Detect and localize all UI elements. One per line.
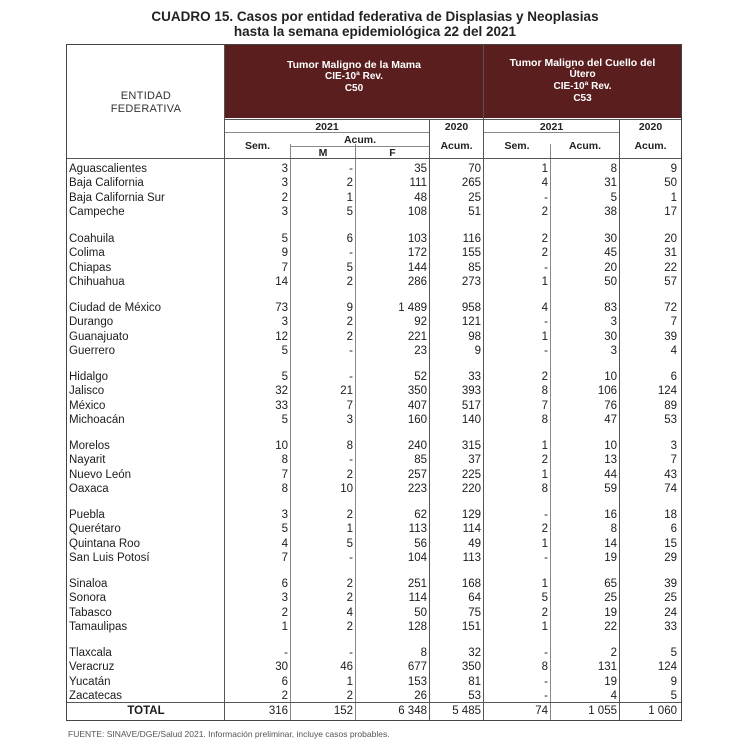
table-cell: 3 (281, 177, 288, 190)
table-cell: - (544, 344, 548, 357)
table-cell: 73 (275, 302, 288, 314)
table-cell: 8 (346, 440, 353, 452)
table-cell: 5 (281, 233, 288, 245)
table-cell: 3 (281, 316, 288, 329)
acum-header: Acum. (343, 134, 377, 146)
table-cell: 50 (664, 177, 677, 190)
table-cell: 517 (461, 399, 481, 412)
table-cell: 4 (670, 344, 677, 357)
entidad-name: Tamaulipas (69, 620, 128, 633)
table-cell: 7 (346, 399, 353, 412)
table-cell: 48 (414, 191, 427, 204)
table-cell: 10 (604, 371, 617, 383)
entidad-name: Sinaloa (69, 578, 108, 590)
table-cell: 1 (281, 620, 288, 633)
divider-csem-cacum (550, 144, 551, 720)
table-cell: 2 (346, 177, 353, 190)
total-cell: 152 (333, 705, 353, 717)
table-cell: 21 (340, 385, 353, 398)
table-cell: 4 (346, 606, 353, 619)
entidad-name: Coahuila (69, 233, 115, 245)
table-cell: 2 (541, 454, 548, 467)
table-cell: - (544, 675, 548, 688)
table-cell: 8 (541, 413, 548, 426)
total-label: TOTAL (127, 705, 165, 717)
total-cell: 316 (268, 705, 288, 717)
entidad-name: Tabasco (69, 606, 112, 619)
table-cell: 7 (281, 468, 288, 481)
table-cell: 49 (468, 537, 481, 550)
entidad-name: Ciudad de México (69, 302, 162, 314)
table-cell: 4 (610, 689, 617, 702)
table-cell: 19 (604, 675, 617, 688)
table-cell: 53 (468, 689, 481, 702)
table-cell: 19 (604, 551, 617, 564)
table-cell: 24 (664, 606, 677, 619)
entidad-name: Sonora (69, 592, 107, 605)
sem-header: Sem. (244, 140, 271, 152)
table-cell: 223 (407, 482, 427, 495)
table-cell: 1 (541, 620, 548, 633)
table-cell: 1 (541, 468, 548, 481)
table-cell: 1 (346, 191, 353, 204)
table-cell: 114 (408, 592, 427, 605)
total-cell: 1 055 (588, 705, 617, 717)
table-cell: 22 (664, 261, 677, 274)
acum-2020-header: Acum. (440, 140, 473, 152)
table-cell: 240 (407, 440, 427, 452)
table-cell: 108 (407, 205, 427, 218)
table-cell: 5 (346, 537, 353, 550)
table-cell: 9 (281, 247, 288, 260)
source-footer: FUENTE: SINAVE/DGE/Salud 2021. Información preliminar, incluye casos probables. (68, 729, 390, 739)
table-cell: 13 (604, 454, 617, 467)
table-cell: 2 (346, 592, 353, 605)
table-cell: 1 (541, 440, 548, 452)
table-cell: 220 (461, 482, 481, 495)
mama-2021-header: 2021 (315, 121, 339, 133)
table-cell: 7 (670, 454, 677, 467)
entidad-name: Chihuahua (69, 275, 125, 288)
table-cell: 121 (461, 316, 481, 329)
table-cell: 4 (541, 302, 548, 314)
table-cell: 30 (604, 330, 617, 343)
entidad-name: Yucatán (69, 675, 111, 688)
header-cuello-title: Tumor Maligno del Cuello del (509, 57, 656, 69)
table-cell: - (544, 261, 548, 274)
table-cell: 2 (281, 191, 288, 204)
entidad-name: Baja California (69, 177, 144, 190)
m-header: M (318, 147, 328, 159)
table-title (0, 9, 750, 39)
table-cell: - (349, 454, 353, 467)
table-cell: 65 (604, 578, 617, 590)
table-cell: 74 (664, 482, 677, 495)
table-cell: 9 (346, 302, 353, 314)
table-cell: 1 489 (398, 302, 427, 314)
table-cell: 33 (468, 371, 481, 383)
title-line-1: CUADRO 15. Casos por entidad federativa de Displasias y Neoplasias (151, 9, 599, 24)
table-cell: 958 (461, 302, 481, 314)
table-cell: 85 (468, 261, 481, 274)
entidad-header-line-2: FEDERATIVA (110, 103, 182, 115)
table-cell: 2 (541, 205, 548, 218)
table-cell: 1 (346, 675, 353, 688)
table-cell: - (349, 344, 353, 357)
divider-sem-m (290, 144, 291, 720)
table-cell: 9 (670, 163, 677, 175)
table-cell: 6 (281, 675, 288, 688)
table-cell: 128 (407, 620, 427, 633)
table-cell: 7 (541, 399, 548, 412)
table-cell: 225 (461, 468, 481, 481)
table-cell: 131 (597, 661, 617, 674)
header-cuello-title-2: Útero (569, 69, 596, 80)
table-cell: 1 (541, 275, 548, 288)
table-cell: 155 (461, 247, 481, 260)
table-cell: - (544, 689, 548, 702)
table-cell: 50 (414, 606, 427, 619)
table-cell: 64 (468, 592, 481, 605)
table-cell: 5 (610, 191, 617, 204)
table-cell: 59 (604, 482, 617, 495)
table-cell: 114 (462, 523, 481, 536)
total-cell: 1 060 (648, 705, 677, 717)
table-cell: 315 (461, 440, 481, 452)
entidad-name: Michoacán (69, 413, 125, 426)
table-cell: 8 (281, 454, 288, 467)
entidad-name: Nayarit (69, 454, 106, 467)
table-cell: 2 (541, 371, 548, 383)
table-cell: 12 (275, 330, 288, 343)
cuello-sem-header: Sem. (504, 140, 530, 152)
table-cell: 104 (407, 551, 427, 564)
table-cell: 39 (664, 330, 677, 343)
table-cell: 1 (541, 330, 548, 343)
table-cell: 116 (462, 233, 481, 245)
table-cell: 70 (468, 163, 481, 175)
table-cell: 9 (670, 675, 677, 688)
table-cell: 45 (604, 247, 617, 260)
table-cell: 1 (670, 191, 677, 204)
table-cell: 257 (407, 468, 427, 481)
table-cell: 129 (461, 509, 481, 521)
table-cell: 76 (604, 399, 617, 412)
table-cell: 98 (468, 330, 481, 343)
table-cell: - (544, 647, 548, 659)
table-cell: 2 (346, 578, 353, 590)
table-cell: - (349, 647, 353, 659)
table-cell: 1 (346, 523, 353, 536)
table-cell: 25 (468, 191, 481, 204)
table-cell: - (544, 316, 548, 329)
table-cell: 2 (541, 233, 548, 245)
cuello-2020-header: 2020 (638, 121, 663, 133)
table-cell: 29 (664, 551, 677, 564)
table-cell: 47 (604, 413, 617, 426)
table-cell: 23 (414, 344, 427, 357)
table-cell: 393 (461, 385, 481, 398)
table-cell: 72 (664, 302, 677, 314)
table-cell: 286 (407, 275, 427, 288)
table-cell: 51 (468, 205, 481, 218)
table-cell: 92 (414, 316, 427, 329)
entidad-name: Hidalgo (69, 371, 108, 383)
table-cell: 31 (604, 177, 617, 190)
table-cell: 5 (281, 371, 288, 383)
table-cell: 7 (670, 316, 677, 329)
entidad-name: Tlaxcala (69, 647, 112, 659)
table-cell: 5 (281, 413, 288, 426)
header-mama-title: Tumor Maligno de la Mama (287, 59, 421, 71)
table-cell: - (349, 551, 353, 564)
entidad-name: Querétaro (69, 523, 121, 536)
entidad-name: México (69, 399, 106, 412)
table-cell: 3 (281, 592, 288, 605)
table-cell: 37 (468, 454, 481, 467)
entidad-header-line-1: ENTIDAD (120, 90, 172, 102)
entidad-name: Aguascalientes (69, 163, 147, 175)
table-cell: 265 (461, 177, 481, 190)
table-cell: 9 (474, 344, 481, 357)
table-cell: 8 (541, 385, 548, 398)
table-cell: 8 (281, 482, 288, 495)
table-cell: 6 (670, 523, 677, 536)
table-cell: - (284, 647, 288, 659)
table-cell: 153 (407, 675, 427, 688)
table-cell: 3 (610, 344, 617, 357)
table-cell: - (349, 247, 353, 260)
table-cell: 16 (604, 509, 617, 521)
rule-header-bottom (225, 119, 681, 120)
table-cell: 25 (604, 592, 617, 605)
table-cell: 35 (414, 163, 427, 175)
table-cell: 2 (346, 330, 353, 343)
total-cell: 6 348 (398, 705, 427, 717)
table-cell: 5 (670, 689, 677, 702)
table-cell: 5 (541, 592, 548, 605)
table-cell: 14 (604, 537, 617, 550)
table-cell: 8 (610, 523, 617, 536)
total-cell: 74 (535, 705, 548, 717)
table-cell: 10 (604, 440, 617, 452)
table-cell: 2 (346, 468, 353, 481)
table-cell: 20 (664, 233, 677, 245)
table-cell: 56 (414, 537, 427, 550)
table-cell: - (544, 191, 548, 204)
table-cell: 5 (346, 261, 353, 274)
table-cell: 2 (346, 620, 353, 633)
table-cell: 407 (407, 399, 427, 412)
table-cell: 39 (664, 578, 677, 590)
header-mama-cie: CIE-10ª Rev. (325, 71, 383, 82)
table-cell: 677 (407, 661, 427, 674)
entidad-name: Chiapas (69, 261, 112, 274)
divider-m-f (355, 144, 356, 720)
table-cell: 14 (275, 275, 288, 288)
entidad-name: Nuevo León (69, 468, 132, 481)
entidad-name: San Luis Potosí (69, 551, 150, 564)
table-cell: 1 (541, 163, 548, 175)
table-cell: 124 (657, 385, 677, 398)
table-cell: 140 (461, 413, 481, 426)
table-cell: 30 (275, 661, 288, 674)
divider-mama-2020 (429, 119, 430, 720)
table-cell: 3 (281, 205, 288, 218)
entidad-name: Quintana Roo (69, 537, 140, 550)
table-cell: 19 (604, 606, 617, 619)
entidad-name: Veracruz (69, 661, 115, 674)
cuello-acum-2020-header: Acum. (634, 140, 667, 152)
table-cell: 5 (346, 205, 353, 218)
table-cell: 5 (281, 344, 288, 357)
table-cell: 1 (541, 578, 548, 590)
table-cell: 5 (670, 647, 677, 659)
entidad-name: Baja California Sur (69, 191, 165, 204)
table-cell: 2 (346, 509, 353, 521)
title-line-2: hasta la semana epidemiológica 22 del 2021 (233, 24, 517, 39)
table-cell: 18 (664, 509, 677, 521)
total-cell: 5 485 (452, 705, 481, 717)
table-cell: 89 (664, 399, 677, 412)
table-cell: 113 (462, 551, 481, 564)
table-cell: 38 (604, 205, 617, 218)
table-cell: 50 (604, 275, 617, 288)
table-cell: 46 (340, 661, 353, 674)
table-cell: 3 (281, 509, 288, 521)
table-cell: 57 (664, 275, 677, 288)
header-mama (225, 45, 483, 118)
table-cell: 85 (414, 454, 427, 467)
table-cell: 25 (664, 592, 677, 605)
table-cell: 6 (670, 371, 677, 383)
table-cell: 6 (281, 578, 288, 590)
table-cell: 7 (281, 261, 288, 274)
table-cell: 3 (346, 413, 353, 426)
table-cell: 2 (346, 316, 353, 329)
table-cell: 8 (541, 482, 548, 495)
table-cell: 31 (664, 247, 677, 260)
table-cell: 251 (407, 578, 427, 590)
table-cell: 22 (604, 620, 617, 633)
table-cell: 7 (281, 551, 288, 564)
table-cell: 6 (346, 233, 353, 245)
table-cell: 8 (541, 661, 548, 674)
table-cell: 20 (604, 261, 617, 274)
table-cell: 2 (346, 689, 353, 702)
cuello-acum-header: Acum. (568, 140, 602, 152)
entidad-header (68, 90, 224, 116)
table-cell: 1 (541, 537, 548, 550)
header-cuello-cie: CIE-10ª Rev. (553, 81, 612, 92)
entidad-name: Durango (69, 316, 114, 329)
table-cell: 8 (420, 647, 427, 659)
header-cuello-code: C53 (573, 93, 592, 104)
table-cell: 17 (664, 205, 677, 218)
entidad-name: Guerrero (69, 344, 116, 357)
table-cell: 2 (541, 606, 548, 619)
divider-cuello-2020 (619, 119, 620, 720)
table-cell: 5 (281, 523, 288, 536)
table-cell: 106 (597, 385, 617, 398)
table-cell: - (349, 163, 353, 175)
table-cell: 8 (610, 163, 617, 175)
table-cell: 15 (664, 537, 677, 550)
header-mama-code: C50 (344, 83, 364, 94)
entidad-name: Puebla (69, 509, 105, 521)
table-cell: 30 (604, 233, 617, 245)
table-cell: 111 (409, 177, 427, 190)
entidad-name: Guanajuato (69, 330, 129, 343)
table-cell: 144 (407, 261, 427, 274)
table-cell: 113 (408, 523, 427, 536)
table-cell: 53 (664, 413, 677, 426)
table-cell: 26 (414, 689, 427, 702)
entidad-name: Jalisco (69, 385, 105, 398)
header-cuello (484, 45, 681, 118)
f-header: F (389, 147, 396, 159)
table-cell: 43 (664, 468, 677, 481)
table-cell: 32 (468, 647, 481, 659)
table-cell: 75 (468, 606, 481, 619)
table-cell: - (349, 371, 353, 383)
entidad-name: Campeche (69, 205, 125, 218)
table-cell: 4 (281, 537, 288, 550)
table-cell: 2 (281, 606, 288, 619)
cuello-2021-header: 2021 (539, 121, 564, 133)
table-cell: 273 (461, 275, 481, 288)
table-cell: 2 (281, 689, 288, 702)
table-cell: 2 (346, 275, 353, 288)
table-cell: 160 (407, 413, 427, 426)
table-cell: 168 (461, 578, 481, 590)
table-cell: 221 (407, 330, 427, 343)
table-cell: 3 (610, 316, 617, 329)
table-cell: 2 (541, 247, 548, 260)
entidad-name: Colima (69, 247, 105, 260)
table-cell: 103 (407, 233, 427, 245)
table-cell: 3 (670, 440, 677, 452)
table-cell: 83 (604, 302, 617, 314)
table-cell: 2 (541, 523, 548, 536)
table-cell: 3 (281, 163, 288, 175)
table-cell: 81 (468, 675, 481, 688)
table-cell: 124 (657, 661, 677, 674)
table-cell: 32 (275, 385, 288, 398)
entidad-name: Oaxaca (69, 482, 109, 495)
table-cell: 172 (407, 247, 427, 260)
table-cell: 10 (275, 440, 288, 452)
mama-2020-header: 2020 (444, 121, 469, 133)
table-cell: 33 (275, 399, 288, 412)
entidad-name: Zacatecas (69, 689, 123, 702)
table-cell: - (544, 509, 548, 521)
table-cell: 151 (461, 620, 481, 633)
table-cell: 4 (541, 177, 548, 190)
table-cell: 350 (407, 385, 427, 398)
entidad-name: Morelos (69, 440, 110, 452)
table-cell: 33 (664, 620, 677, 633)
table-cell: 10 (340, 482, 353, 495)
table-cell: 44 (604, 468, 617, 481)
table-cell: 52 (414, 371, 427, 383)
table-cell: 350 (461, 661, 481, 674)
table-cell: 62 (414, 509, 427, 521)
table-cell: 2 (610, 647, 617, 659)
table-cell: - (544, 551, 548, 564)
